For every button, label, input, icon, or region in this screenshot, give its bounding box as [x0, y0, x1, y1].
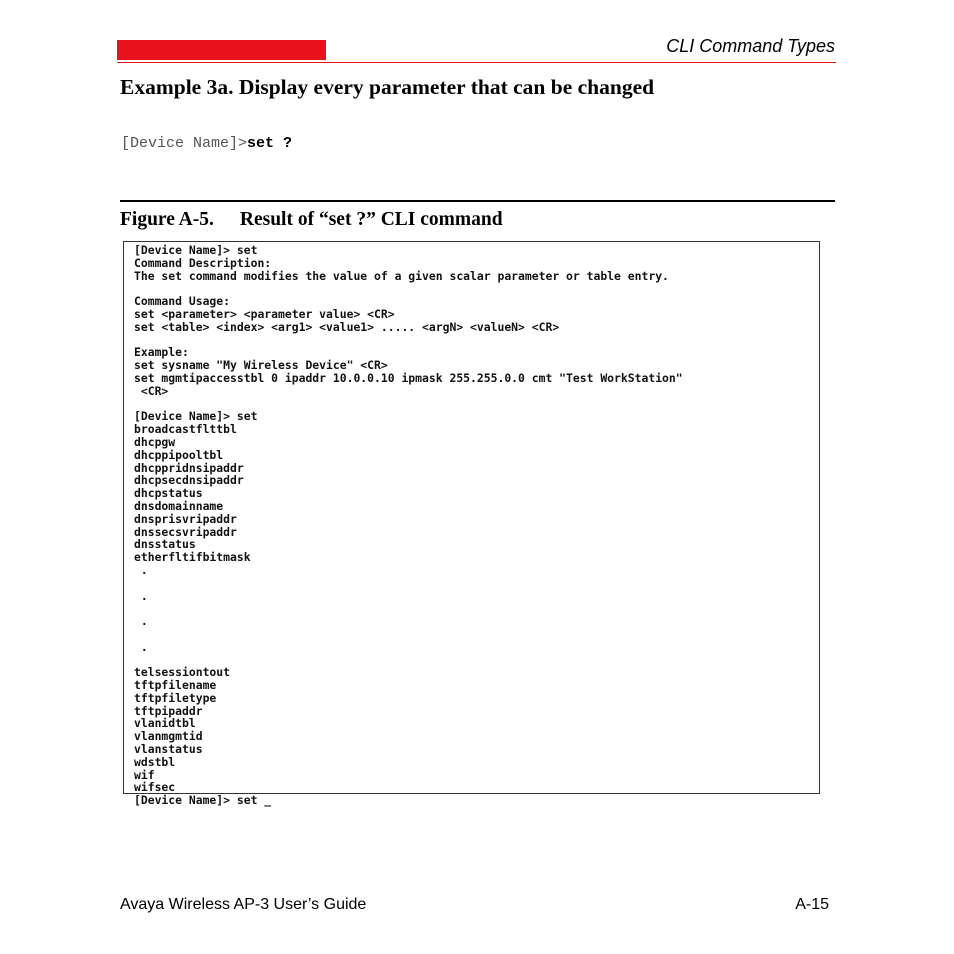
console-line: dnssecsvripaddr: [134, 524, 237, 539]
console-line: set <parameter> <parameter value> <CR>: [134, 306, 395, 321]
console-line: telsessiontout: [134, 665, 231, 680]
console-screenshot: [123, 241, 820, 808]
console-line: tftpfiletype: [134, 690, 217, 705]
console-line: Command Description:: [134, 255, 272, 270]
console-line: vlanmgmtid: [134, 729, 203, 744]
console-line: <CR>: [134, 383, 169, 398]
console-line: dnsstatus: [134, 537, 196, 552]
command-prompt: [Device Name]>: [121, 135, 248, 152]
console-output: [134, 244, 683, 807]
figure-number: Figure A-5.: [120, 209, 214, 230]
command-example: [121, 135, 292, 152]
figure-title: Result of “set ?” CLI command: [239, 209, 503, 230]
console-line: .: [134, 588, 148, 603]
figure-rule: [120, 200, 835, 202]
console-line: vlanstatus: [134, 742, 203, 757]
console-line: set <table> <index> <arg1> <value1> ..... <argN> <valueN> <CR>: [134, 319, 560, 334]
console-line: The set command modifies the value of a given scalar parameter or table entry.: [134, 268, 669, 283]
console-line: [Device Name]> set _: [134, 793, 272, 808]
console-line: dhcpgw: [134, 434, 176, 449]
console-line: dnsprisvripaddr: [134, 511, 237, 526]
header-red-bar: [117, 40, 326, 60]
console-line: Command Usage:: [134, 294, 231, 309]
command-input: set ?: [247, 135, 293, 152]
console-line: .: [134, 562, 148, 577]
console-line: .: [134, 614, 148, 629]
footer-page-number: A-15: [795, 896, 829, 913]
console-line: dhcpstatus: [134, 486, 203, 501]
console-line: wdstbl: [134, 754, 176, 769]
console-line: vlanidtbl: [134, 716, 196, 731]
section-title: Example 3a. Display every parameter that can be changed: [120, 75, 655, 99]
console-line: dhcpsecdnsipaddr: [134, 473, 244, 488]
console-line: broadcastflttbl: [134, 422, 237, 437]
console-line: wifsec: [134, 780, 176, 795]
footer-guide-title: Avaya Wireless AP-3 User’s Guide: [120, 896, 367, 913]
console-line: dnsdomainname: [134, 498, 224, 513]
console-line: tftpipaddr: [134, 703, 203, 718]
console-line: etherfltifbitmask: [134, 550, 251, 565]
console-line: tftpfilename: [134, 678, 217, 693]
console-line: .: [134, 639, 148, 654]
figure-caption: [120, 209, 503, 231]
console-line: [Device Name]> set: [134, 243, 258, 257]
console-line: wif: [134, 767, 155, 782]
console-line: Example:: [134, 345, 189, 360]
console-line: [Device Name]> set: [134, 409, 258, 424]
console-line: dhcppipooltbl: [134, 447, 224, 462]
console-line: set mgmtipaccesstbl 0 ipaddr 10.0.0.10 ipmask 255.255.0.0 cmt "Test WorkStation": [134, 370, 683, 385]
running-header: CLI Command Types: [666, 36, 835, 56]
console-line: dhcppridnsipaddr: [134, 460, 244, 475]
console-line: set sysname "My Wireless Device" <CR>: [134, 358, 388, 373]
header-rule: [117, 62, 836, 63]
